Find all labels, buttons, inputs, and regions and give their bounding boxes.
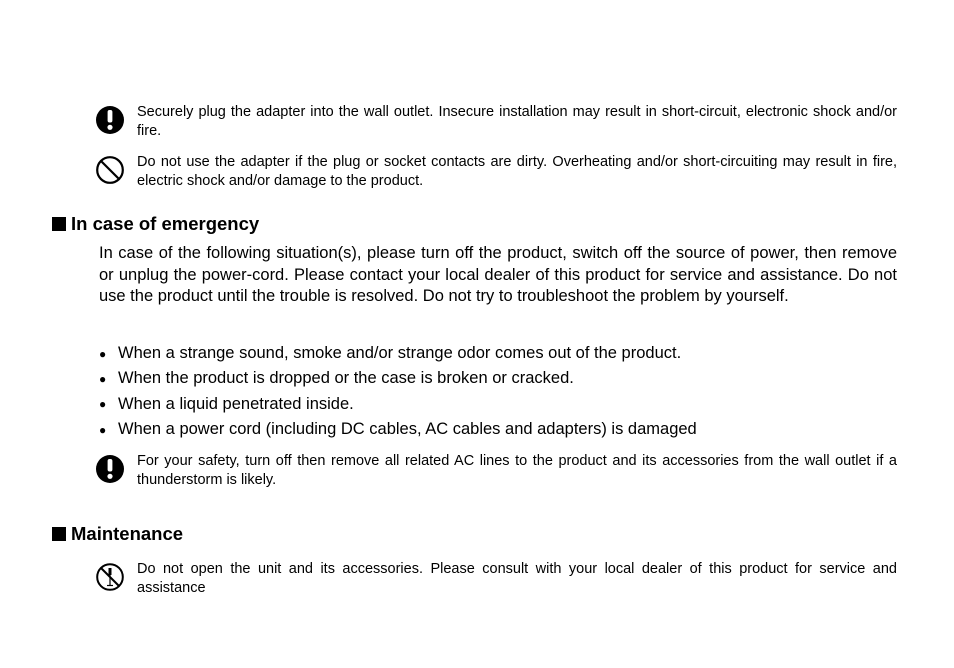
no-disassembly-icon	[95, 562, 125, 592]
warning-plug-securely	[95, 103, 897, 141]
warning-text: Do not use the adapter if the plug or socket contacts are dirty. Overheating and/or short-circuiting may result in fire, electric shock and/or damage to the product.	[137, 154, 897, 189]
bullet-dot-icon: ●	[99, 397, 107, 412]
list-item	[99, 392, 697, 417]
warning-dirty-contacts	[95, 153, 897, 191]
section-title: Maintenance	[71, 523, 184, 544]
section-title: In case of emergency	[71, 213, 260, 234]
list-item	[99, 417, 697, 442]
warning-thunderstorm	[95, 452, 897, 490]
bullet-dot-icon: ●	[99, 371, 107, 386]
emergency-bullet-list	[99, 341, 697, 442]
warning-text: For your safety, turn off then remove all related AC lines to the product and its accessories from the wall outlet if a thunderstorm is likely.	[137, 453, 897, 488]
list-item-text: When a power cord (including DC cables, AC cables and adapters) is damaged	[118, 420, 697, 439]
warning-text: Securely plug the adapter into the wall outlet. Insecure installation may result in short-circuit, electronic shock and/or fire.	[137, 104, 897, 139]
exclamation-icon	[95, 105, 125, 135]
square-bullet-icon	[52, 217, 66, 231]
list-item	[99, 341, 697, 366]
exclamation-icon	[95, 454, 125, 484]
section-heading-emergency	[52, 213, 259, 235]
emergency-paragraph: In case of the following situation(s), please turn off the product, switch off the source of power, then remove or unplug the power-cord. Please contact your local dealer of this product for service and assistance. Do not use the product until the trouble is resolved. Do not try to troubleshoot the problem by yourself.	[99, 244, 897, 305]
prohibited-icon	[95, 155, 125, 185]
warning-do-not-open	[95, 560, 897, 598]
bullet-dot-icon: ●	[99, 422, 107, 437]
list-item-text: When the product is dropped or the case is broken or cracked.	[118, 369, 574, 388]
list-item	[99, 366, 697, 391]
warning-text: Do not open the unit and its accessories. Please consult with your local dealer of this product for service and assistance	[137, 561, 897, 596]
list-item-text: When a liquid penetrated inside.	[118, 394, 354, 413]
bullet-dot-icon: ●	[99, 346, 107, 361]
list-item-text: When a strange sound, smoke and/or strange odor comes out of the product.	[118, 344, 682, 363]
section-heading-maintenance	[52, 523, 183, 545]
square-bullet-icon	[52, 527, 66, 541]
